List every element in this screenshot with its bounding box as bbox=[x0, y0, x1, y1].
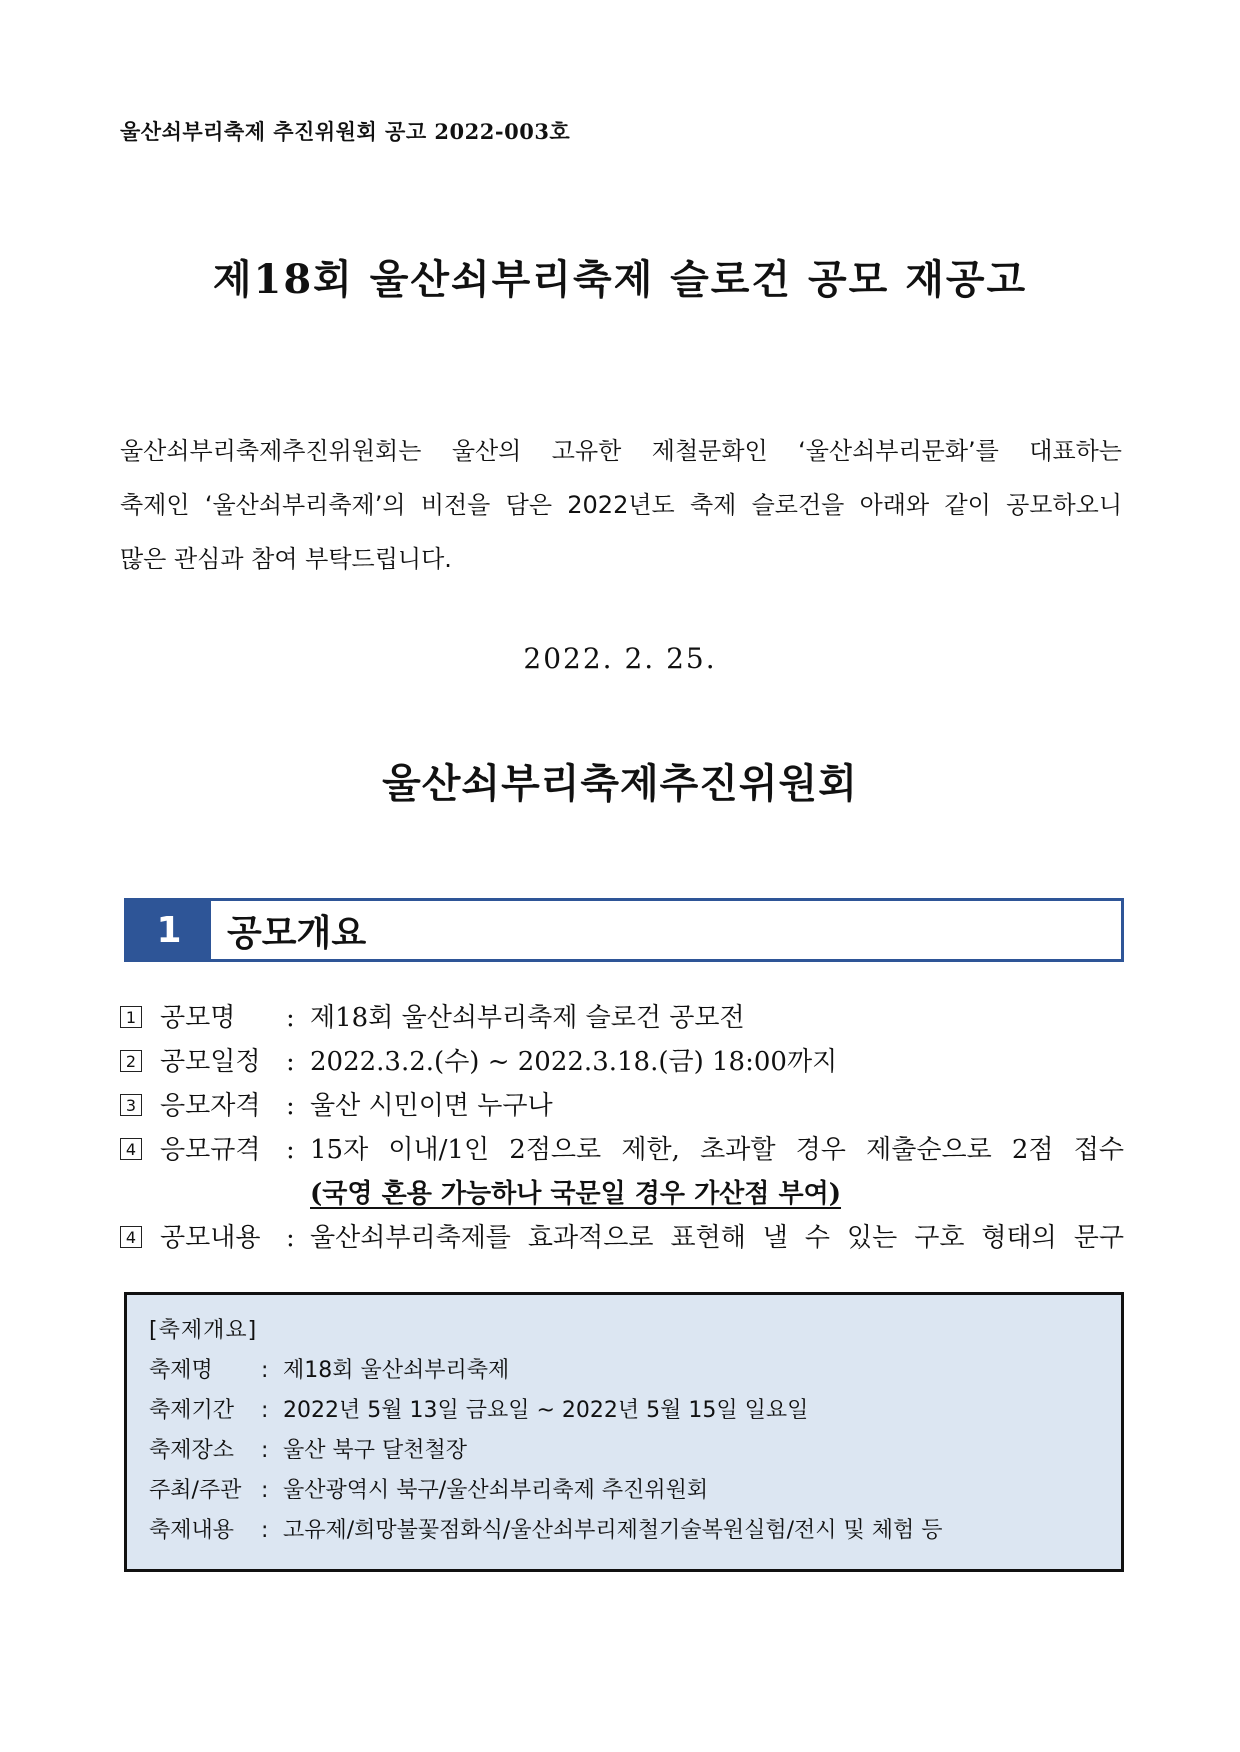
item-colon: : bbox=[286, 1047, 295, 1077]
item-value: 2022.3.2.(수) ~ 2022.3.18.(금) 18:00까지 bbox=[310, 1047, 838, 1077]
section-number: 1 bbox=[127, 901, 211, 959]
festival-row bbox=[149, 1511, 1099, 1551]
item-note: (국영 혼용 가능하나 국문일 경우 가산점 부여) bbox=[310, 1179, 842, 1209]
item-number-box: 2 bbox=[120, 1050, 142, 1072]
festival-value: 제18회 울산쇠부리축제 bbox=[283, 1358, 510, 1383]
item-label: 응모자격 bbox=[160, 1091, 261, 1121]
item-number-box: 1 bbox=[120, 1006, 142, 1028]
festival-row bbox=[149, 1391, 1099, 1431]
item-number-box: 4 bbox=[120, 1226, 142, 1248]
section-title: 공모개요 bbox=[227, 912, 367, 954]
list-item bbox=[120, 1084, 1124, 1128]
list-item bbox=[120, 1040, 1124, 1084]
list-item bbox=[120, 1216, 1124, 1260]
item-colon: : bbox=[286, 1223, 295, 1253]
festival-colon: : bbox=[261, 1478, 269, 1503]
list-item bbox=[120, 996, 1124, 1040]
item-label: 공모일정 bbox=[160, 1047, 261, 1077]
list-item bbox=[120, 1128, 1124, 1172]
item-value: 15자 이내/1인 2점으로 제한, 초과할 경우 제출순으로 2점 접수 bbox=[310, 1135, 1124, 1165]
intro-line: 울산쇠부리축제추진위원회는 울산의 고유한 제철문화인 ‘울산쇠부리문화’를 대표하는 bbox=[120, 437, 1122, 465]
festival-value: 2022년 5월 13일 금요일 ~ 2022년 5월 15일 일요일 bbox=[283, 1398, 809, 1423]
festival-row bbox=[149, 1431, 1099, 1471]
item-number-box: 3 bbox=[120, 1094, 142, 1116]
festival-overview-box bbox=[124, 1292, 1124, 1572]
item-value: 제18회 울산쇠부리축제 슬로건 공모전 bbox=[310, 1003, 745, 1033]
festival-colon: : bbox=[261, 1358, 269, 1383]
intro-paragraph bbox=[120, 424, 1122, 586]
festival-heading: [축제개요] bbox=[149, 1318, 258, 1343]
intro-line: 축제인 ‘울산쇠부리축제’의 비전을 담은 2022년도 축제 슬로건을 아래와 같이 공모하오니 bbox=[120, 491, 1122, 519]
item-value: 울산쇠부리축제를 효과적으로 표현해 낼 수 있는 구호 형태의 문구 bbox=[310, 1223, 1124, 1253]
document-title: 제18회 울산쇠부리축제 슬로건 공모 재공고 bbox=[212, 256, 1028, 303]
item-label: 공모내용 bbox=[160, 1223, 261, 1253]
festival-row bbox=[149, 1351, 1099, 1391]
organization-name: 울산쇠부리축제추진위원회 bbox=[382, 761, 858, 807]
item-colon: : bbox=[286, 1135, 295, 1165]
item-colon: : bbox=[286, 1003, 295, 1033]
intro-line: 많은 관심과 참여 부탁드립니다. bbox=[120, 545, 452, 573]
festival-row bbox=[149, 1471, 1099, 1511]
festival-colon: : bbox=[261, 1398, 269, 1423]
festival-colon: : bbox=[261, 1438, 269, 1463]
festival-colon: : bbox=[261, 1518, 269, 1543]
festival-value: 울산광역시 북구/울산쇠부리축제 추진위원회 bbox=[283, 1478, 709, 1503]
festival-label: 축제내용 bbox=[149, 1518, 235, 1543]
festival-label: 축제장소 bbox=[149, 1438, 235, 1463]
festival-label: 축제명 bbox=[149, 1358, 213, 1383]
item-label: 공모명 bbox=[160, 1003, 236, 1033]
festival-value: 고유제/희망불꽃점화식/울산쇠부리제철기술복원실험/전시 및 체험 등 bbox=[283, 1518, 943, 1543]
section-header bbox=[124, 898, 1124, 962]
item-number-box: 4 bbox=[120, 1138, 142, 1160]
list-item-note bbox=[120, 1172, 1124, 1216]
item-value: 울산 시민이면 누구나 bbox=[310, 1091, 553, 1121]
festival-label: 주최/주관 bbox=[149, 1478, 242, 1503]
item-colon: : bbox=[286, 1091, 295, 1121]
notice-date: 2022. 2. 25. bbox=[523, 642, 717, 675]
notice-number: 울산쇠부리축제 추진위원회 공고 2022-003호 bbox=[120, 119, 571, 144]
overview-list bbox=[120, 996, 1124, 1260]
festival-value: 울산 북구 달천철장 bbox=[283, 1438, 468, 1463]
item-label: 응모규격 bbox=[160, 1135, 261, 1165]
festival-label: 축제기간 bbox=[149, 1398, 235, 1423]
